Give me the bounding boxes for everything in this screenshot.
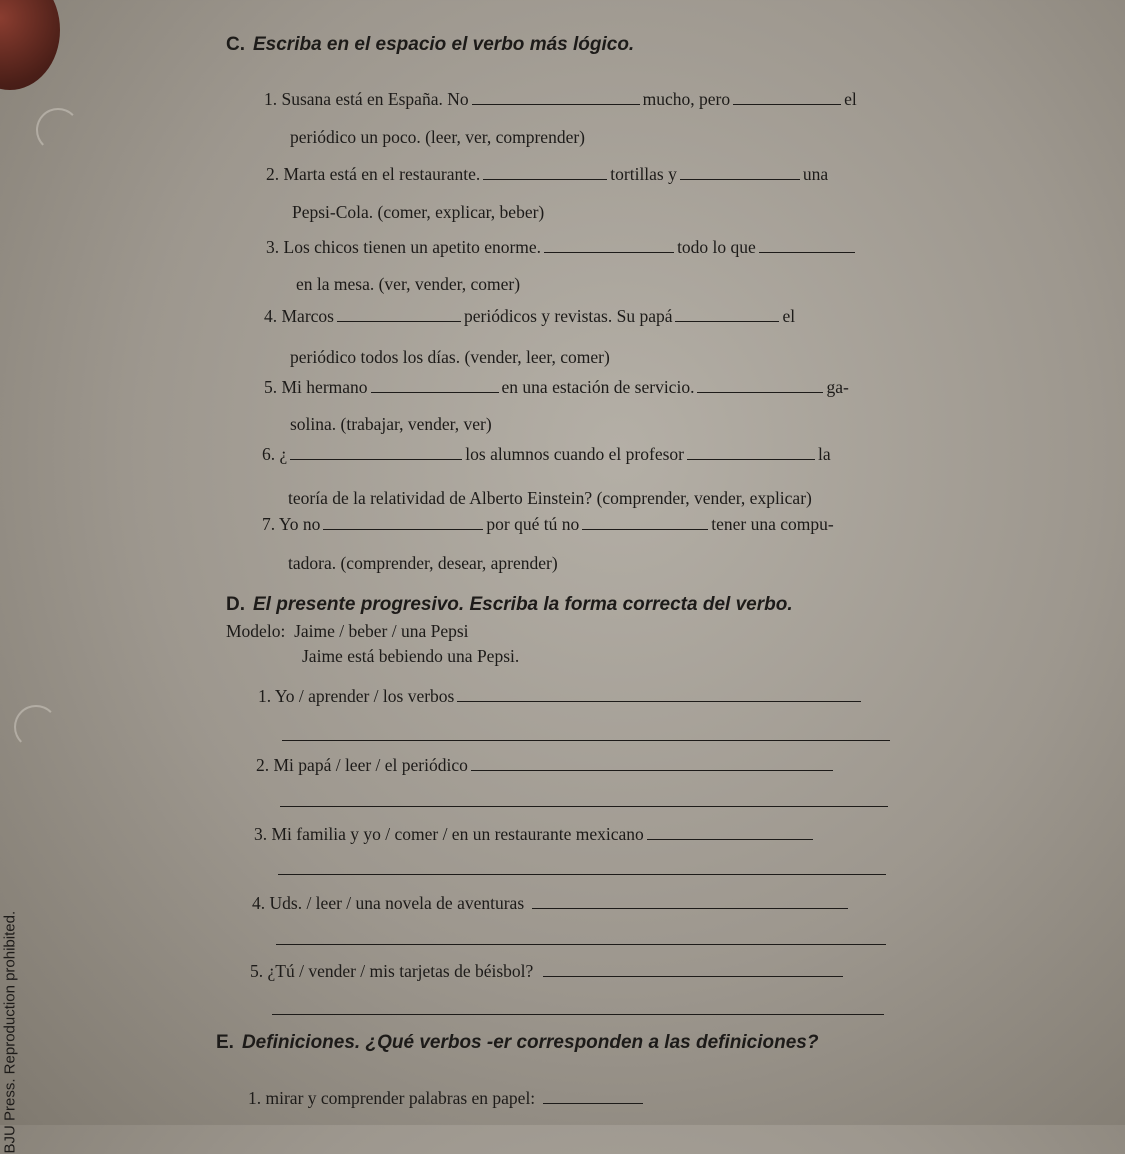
section-c-heading: C. Escriba en el espacio el verbo más lógico. [226,34,635,55]
c-item-1-line1: 1. Susana está en España. No mucho, pero el [264,89,857,109]
section-e-heading: E. Definiciones. ¿Qué verbos -er corresponden a las definiciones? [216,1032,819,1053]
c-item-4-line2: periódico todos los días. (vender, leer, comer) [290,347,610,367]
e-item-1: 1. mirar y comprender palabras en papel: [248,1088,646,1109]
d-item-4: 4. Uds. / leer / una novela de aventuras [252,893,851,914]
answer-blank[interactable] [483,165,607,180]
c-item-5-line2: solina. (trabajar, vender, ver) [290,414,492,434]
c-item-2-line1: 2. Marta está en el restaurante. tortillas y una [266,164,829,184]
d-item-3: 3. Mi familia y yo / comer / en un restaurante mexicano [254,824,816,845]
d-item-5: 5. ¿Tú / vender / mis tarjetas de béisbol? [250,961,846,982]
answer-blank[interactable] [759,238,855,253]
c-item-3-line2: en la mesa. (ver, vender, comer) [296,274,521,294]
c-item-4-line1: 4. Marcos periódicos y revistas. Su papá el [264,306,796,326]
c-item-2-line2: Pepsi-Cola. (comer, explicar, beber) [292,202,545,222]
c-item-7-line1: 7. Yo no por qué tú no tener una compu- [262,514,834,534]
answer-blank[interactable] [680,165,800,180]
c-item-6-line2: teoría de la relatividad de Alberto Einstein? (comprender, vender, explicar) [288,488,812,508]
c-item-6-line1: 6. ¿ los alumnos cuando el profesor la [262,444,831,464]
answer-blank[interactable] [733,90,841,105]
answer-blank[interactable] [544,238,674,253]
answer-line[interactable] [272,1014,884,1015]
answer-blank[interactable] [543,1089,643,1104]
binder-hole [14,705,58,749]
answer-line[interactable] [278,874,886,875]
section-d-heading: D. El presente progresivo. Escriba la forma correcta del verbo. [226,594,793,615]
answer-line[interactable] [280,806,888,807]
dark-corner-shadow [0,0,60,90]
answer-blank[interactable] [687,445,815,460]
d-item-2: 2. Mi papá / leer / el periódico [256,755,836,776]
answer-blank[interactable] [697,378,823,393]
answer-blank[interactable] [471,756,833,771]
copyright-side-text: BJU Press. Reproduction prohibited. [1,910,19,1154]
c-item-5-line1: 5. Mi hermano en una estación de servicio. ga- [264,377,849,397]
answer-blank[interactable] [582,515,708,530]
modelo-prompt-line: Modelo: Jaime / beber / una Pepsi [226,621,469,641]
answer-blank[interactable] [457,687,861,702]
c-item-3-line1: 3. Los chicos tienen un apetito enorme. todo lo que [266,237,858,258]
answer-blank[interactable] [647,825,813,840]
answer-line[interactable] [276,944,886,945]
answer-blank[interactable] [532,894,848,909]
modelo-answer: Jaime está bebiendo una Pepsi. [302,646,520,666]
answer-blank[interactable] [323,515,483,530]
answer-blank[interactable] [472,90,640,105]
answer-blank[interactable] [675,307,779,322]
c-item-7-line2: tadora. (comprender, desear, aprender) [288,553,558,573]
d-item-1: 1. Yo / aprender / los verbos [258,686,864,707]
answer-blank[interactable] [371,378,499,393]
answer-blank[interactable] [543,962,843,977]
answer-blank[interactable] [337,307,461,322]
c-item-1-line2: periódico un poco. (leer, ver, comprender) [290,127,585,147]
binder-hole [36,108,80,152]
answer-line[interactable] [282,740,890,741]
answer-blank[interactable] [290,445,462,460]
